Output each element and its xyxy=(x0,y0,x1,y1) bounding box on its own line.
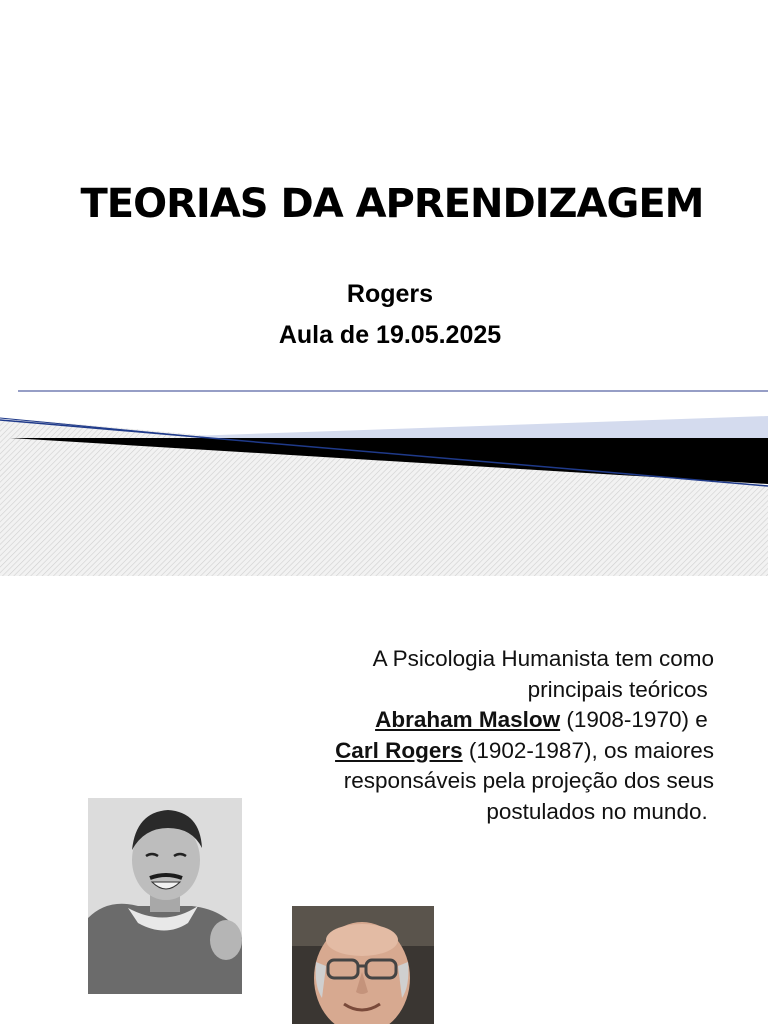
name-maslow: Abraham Maslow xyxy=(375,707,561,732)
text-line: responsáveis pela projeção dos seus xyxy=(343,768,714,793)
text-line: A Psicologia Humanista tem como xyxy=(372,646,714,671)
intro-paragraph xyxy=(244,644,714,827)
slide-subtitle-topic: Rogers xyxy=(346,280,434,308)
portrait-illustration xyxy=(88,798,242,994)
text-line: principais teóricos xyxy=(527,676,708,702)
text-line: postulados no mundo. xyxy=(486,798,708,824)
slide-subtitle-date: Aula de 19.05.2025 xyxy=(278,321,502,349)
text-line: Carl Rogers (1902-1987), os maiores xyxy=(335,737,714,763)
decorative-banner xyxy=(0,380,768,576)
name-rogers: Carl Rogers xyxy=(335,737,463,763)
text-line: Abraham Maslow (1908-1970) e xyxy=(375,707,708,732)
slide-title: TEORIAS DA APRENDIZAGEM xyxy=(80,181,704,227)
content-slide xyxy=(0,576,768,1024)
rogers-photo xyxy=(292,906,434,1024)
maslow-photo xyxy=(88,798,242,994)
portrait-illustration xyxy=(292,906,434,1024)
